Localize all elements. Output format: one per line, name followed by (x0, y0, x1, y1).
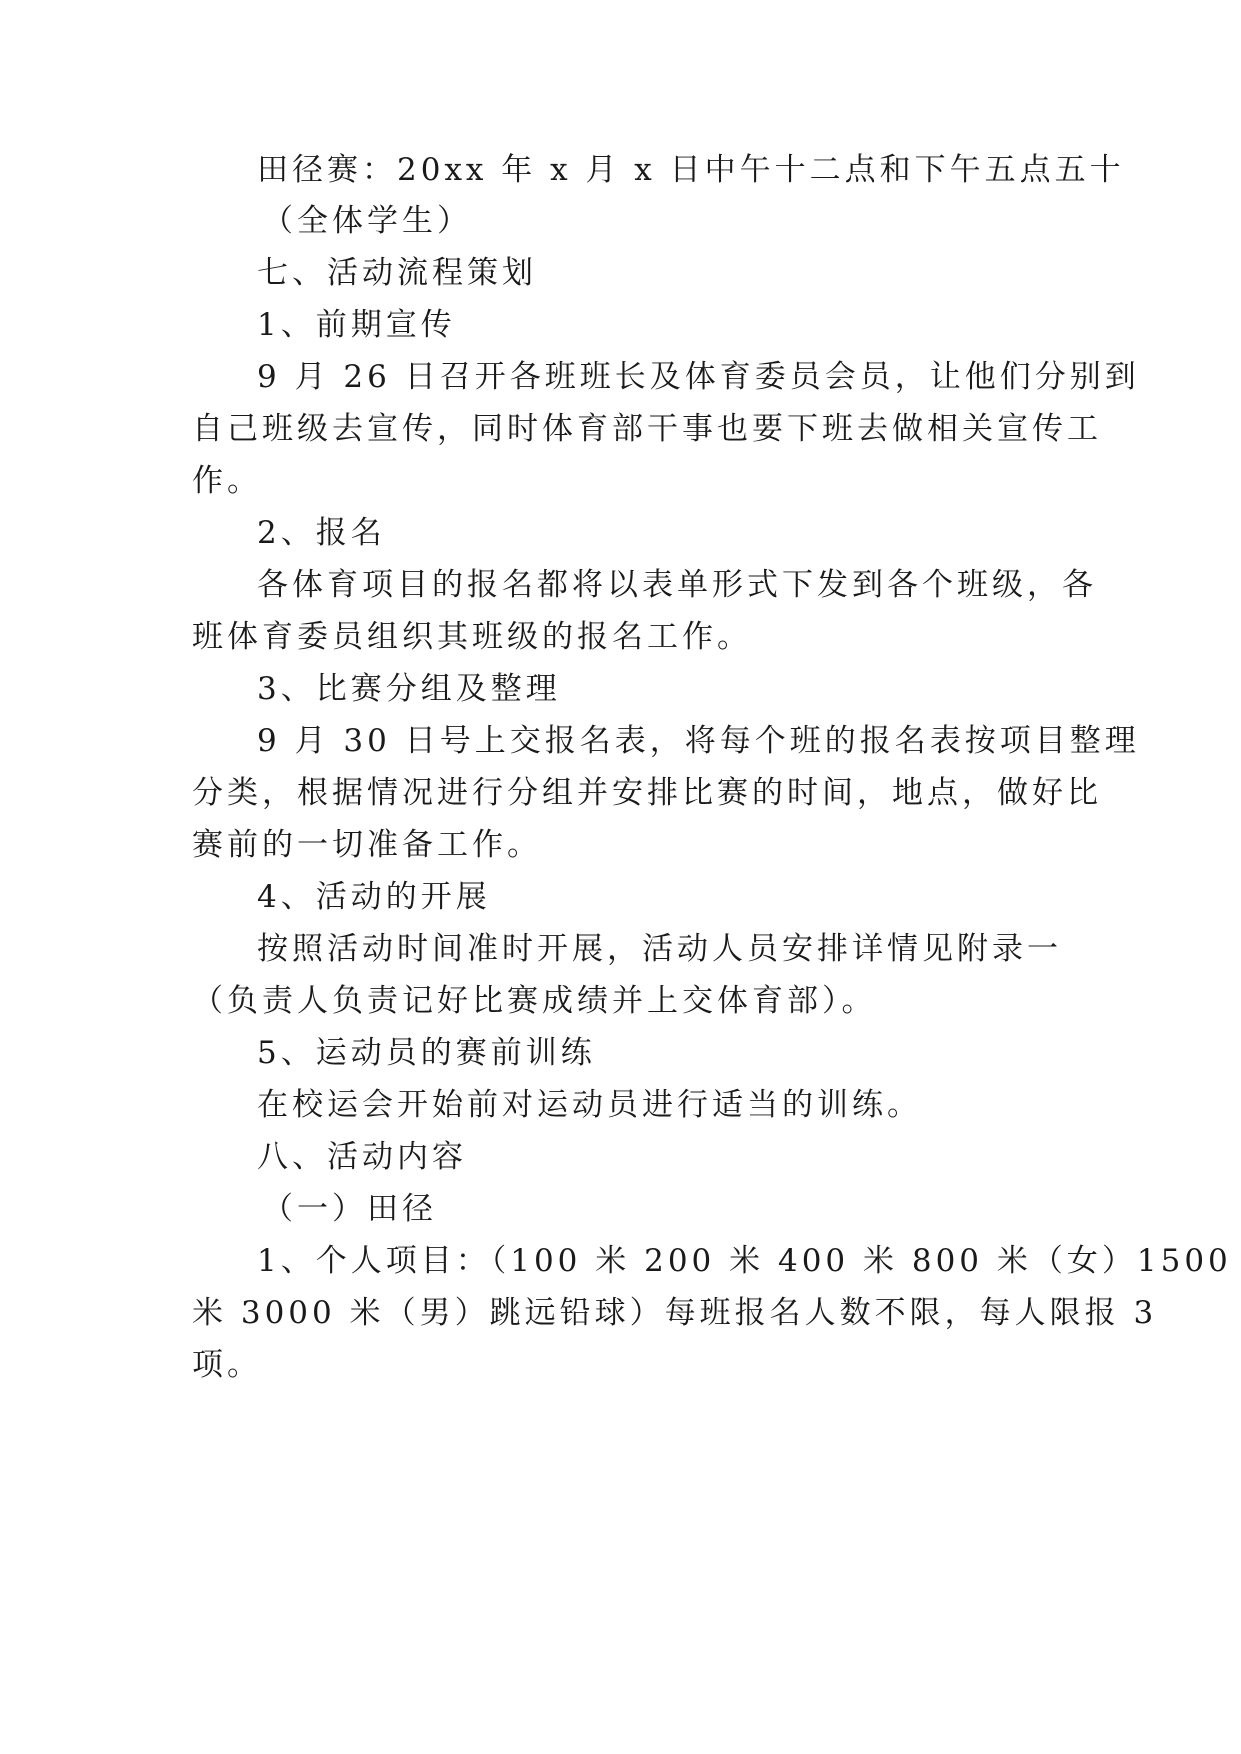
paragraph-grouping-line-2: 分类，根据情况进行分组并安排比赛的时间，地点，做好比 (192, 775, 1102, 811)
paragraph-publicity-line-3: 作。 (192, 463, 262, 499)
paragraph-events-line-3: 项。 (192, 1347, 262, 1383)
paragraph-grouping-line-1: 9 月 30 日号上交报名表，将每个班的报名表按项目整理 (257, 723, 1140, 759)
paragraph-execution-line-1: 按照活动时间准时开展，活动人员安排详情见附录一 (257, 931, 1062, 967)
paragraph-grouping-line-3: 赛前的一切准备工作。 (192, 827, 542, 863)
section-heading-process: 七、活动流程策划 (257, 255, 537, 291)
paragraph-training: 在校运会开始前对运动员进行适当的训练。 (257, 1087, 922, 1123)
subheading-track-field: （一）田径 (262, 1191, 437, 1227)
text-line-participants: （全体学生） (262, 203, 472, 239)
text-line-schedule: 田径赛：20xx 年 x 月 x 日中午十二点和下午五点五十 (257, 152, 1125, 188)
subheading-grouping: 3、比赛分组及整理 (257, 671, 561, 707)
subheading-execution: 4、活动的开展 (257, 879, 491, 915)
paragraph-publicity-line-2: 自己班级去宣传，同时体育部干事也要下班去做相关宣传工 (192, 411, 1102, 447)
subheading-training: 5、运动员的赛前训练 (257, 1035, 596, 1071)
paragraph-publicity-line-1: 9 月 26 日召开各班班长及体育委员会员，让他们分别到 (257, 359, 1140, 395)
paragraph-events-line-2: 米 3000 米（男）跳远铅球）每班报名人数不限，每人限报 3 (192, 1295, 1158, 1331)
subheading-publicity: 1、前期宣传 (257, 307, 456, 343)
paragraph-registration-line-1: 各体育项目的报名都将以表单形式下发到各个班级，各 (257, 567, 1097, 603)
paragraph-execution-line-2: （负责人负责记好比赛成绩并上交体育部）。 (192, 983, 877, 1019)
subheading-registration: 2、报名 (257, 515, 386, 551)
paragraph-events-line-1: 1、个人项目：（100 米 200 米 400 米 800 米（女）1500 (257, 1243, 1232, 1279)
paragraph-registration-line-2: 班体育委员组织其班级的报名工作。 (192, 619, 752, 655)
section-heading-content: 八、活动内容 (257, 1139, 467, 1175)
